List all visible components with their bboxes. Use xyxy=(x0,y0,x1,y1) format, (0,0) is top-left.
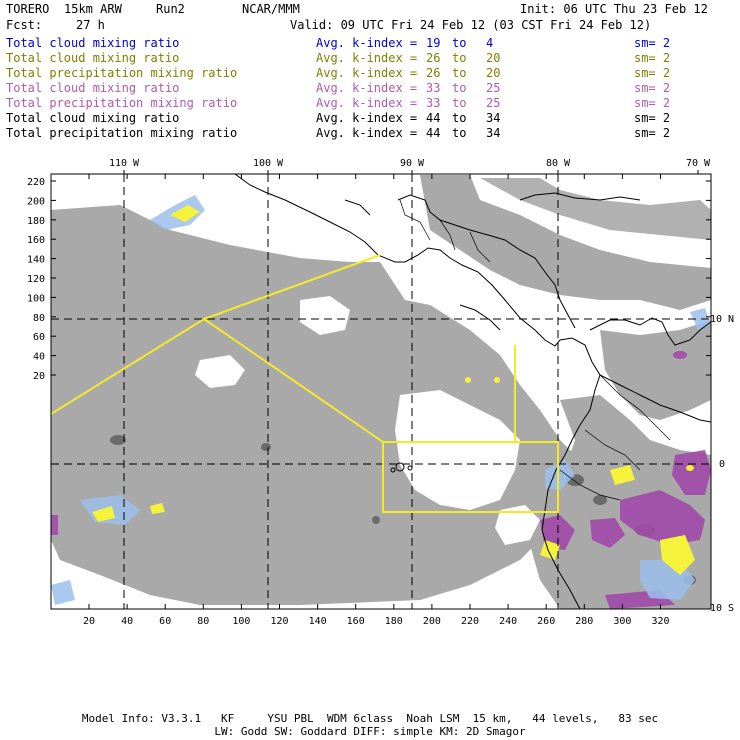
legend-k-start: 33 xyxy=(426,96,441,110)
init-time: Init: 06 UTC Thu 23 Feb 12 xyxy=(520,2,708,16)
legend-k-start: 44 xyxy=(426,126,441,140)
longitude-label: 90 W xyxy=(399,158,425,169)
legend-k-end: 34 xyxy=(486,126,501,140)
x-grid-label: 160 xyxy=(346,616,365,627)
legend-to: to xyxy=(452,51,467,65)
y-grid-label: 80 xyxy=(32,312,45,324)
legend-k-start: 33 xyxy=(426,81,441,95)
longitude-label: 110 W xyxy=(108,158,140,169)
valid-time: Valid: 09 UTC Fri 24 Feb 12 (03 CST Fri 24 Feb 12) xyxy=(290,18,652,32)
x-grid-label: 80 xyxy=(197,616,210,627)
x-grid-label: 60 xyxy=(159,616,172,627)
legend-k-end: 25 xyxy=(486,81,501,95)
map-panel xyxy=(0,150,740,630)
legend-to: to xyxy=(452,126,467,140)
model-resolution: 15km ARW xyxy=(64,2,122,16)
legend-k-start: 19 xyxy=(426,36,441,50)
model-info-line2: LW: Godd SW: Goddard DIFF: simple KM: 2D Smagor xyxy=(214,725,526,738)
legend-k-end: 34 xyxy=(486,111,501,125)
legend-smoothing: sm= 2 xyxy=(634,51,671,65)
legend-smoothing: sm= 2 xyxy=(634,126,671,140)
legend-avg-label: Avg. k-index = xyxy=(316,66,418,80)
legend-avg-label: Avg. k-index = xyxy=(316,81,418,95)
y-grid-label: 100 xyxy=(26,293,45,305)
latitude-label: 0 xyxy=(718,459,726,470)
legend-smoothing: sm= 2 xyxy=(634,36,671,50)
legend-to: to xyxy=(452,111,467,125)
legend-smoothing: sm= 2 xyxy=(634,111,671,125)
legend-field-name: Total precipitation mixing ratio xyxy=(6,126,238,140)
legend-smoothing: sm= 2 xyxy=(634,96,671,110)
y-grid-label: 40 xyxy=(32,351,45,363)
y-grid-label: 220 xyxy=(26,177,45,188)
legend-to: to xyxy=(452,96,467,110)
legend-field-name: Total cloud mixing ratio xyxy=(6,81,180,95)
x-grid-label: 140 xyxy=(308,616,327,627)
model-info-line1: Model Info: V3.3.1 KF YSU PBL WDM 6class Noah LSM 15 km, 44 levels, 83 sec xyxy=(81,712,659,725)
legend-row xyxy=(6,36,734,51)
legend-row xyxy=(6,111,734,126)
x-grid-label: 300 xyxy=(613,616,632,627)
legend-avg-label: Avg. k-index = xyxy=(316,126,418,140)
x-grid-label: 320 xyxy=(651,616,670,627)
longitude-label: 100 W xyxy=(252,158,284,169)
legend-field-name: Total cloud mixing ratio xyxy=(6,51,180,65)
legend-field-name: Total precipitation mixing ratio xyxy=(6,66,238,80)
x-grid-label: 280 xyxy=(575,616,594,627)
weather-fields xyxy=(51,174,711,609)
y-grid-label: 140 xyxy=(26,254,45,266)
x-grid-label: 180 xyxy=(384,616,403,627)
model-name: TORERO xyxy=(6,2,50,16)
legend-to: to xyxy=(452,36,467,50)
legend-k-end: 20 xyxy=(486,66,501,80)
legend-k-start: 44 xyxy=(426,111,441,125)
longitude-label: 80 W xyxy=(545,158,571,169)
legend-field-name: Total cloud mixing ratio xyxy=(6,36,180,50)
x-grid-label: 240 xyxy=(499,616,518,627)
x-grid-label: 200 xyxy=(422,616,441,627)
longitude-label: 70 W xyxy=(685,158,711,169)
x-grid-label: 40 xyxy=(121,616,134,627)
x-grid-label: 20 xyxy=(82,616,96,627)
legend-avg-label: Avg. k-index = xyxy=(316,51,418,65)
run-label: Run2 xyxy=(156,2,185,16)
agency-label: NCAR/MMM xyxy=(242,2,300,16)
x-grid-label: 120 xyxy=(270,616,289,627)
legend-avg-label: Avg. k-index = xyxy=(316,36,418,50)
x-grid-label: 220 xyxy=(460,616,480,627)
y-grid-label: 20 xyxy=(32,371,45,382)
legend-k-start: 26 xyxy=(426,66,441,80)
legend-row xyxy=(6,66,734,81)
x-grid-label: 100 xyxy=(232,616,251,627)
legend-k-end: 4 xyxy=(486,36,494,50)
legend-avg-label: Avg. k-index = xyxy=(316,96,418,110)
latitude-label: 10 S xyxy=(709,603,735,614)
legend-to: to xyxy=(452,66,467,80)
legend-smoothing: sm= 2 xyxy=(634,81,671,95)
forecast-label: Fcst: xyxy=(6,18,43,32)
legend-k-end: 25 xyxy=(486,96,501,110)
legend-avg-label: Avg. k-index = xyxy=(316,111,418,125)
legend xyxy=(0,36,740,146)
legend-to: to xyxy=(452,81,467,95)
latitude-label: 10 N xyxy=(709,314,735,325)
legend-row xyxy=(6,51,734,66)
y-grid-label: 200 xyxy=(26,196,45,208)
legend-smoothing: sm= 2 xyxy=(634,66,671,80)
y-grid-label: 120 xyxy=(26,274,45,285)
legend-k-start: 26 xyxy=(426,51,441,65)
legend-k-end: 20 xyxy=(486,51,501,65)
y-grid-label: 160 xyxy=(26,235,45,247)
y-grid-label: 180 xyxy=(26,215,45,227)
forecast-hours: 27 h xyxy=(76,18,105,32)
legend-field-name: Total precipitation mixing ratio xyxy=(6,96,238,110)
legend-row xyxy=(6,96,734,111)
legend-field-name: Total cloud mixing ratio xyxy=(6,111,180,125)
legend-row xyxy=(6,126,734,141)
x-grid-label: 260 xyxy=(537,616,556,627)
legend-row xyxy=(6,81,734,96)
y-grid-label: 60 xyxy=(32,332,45,344)
